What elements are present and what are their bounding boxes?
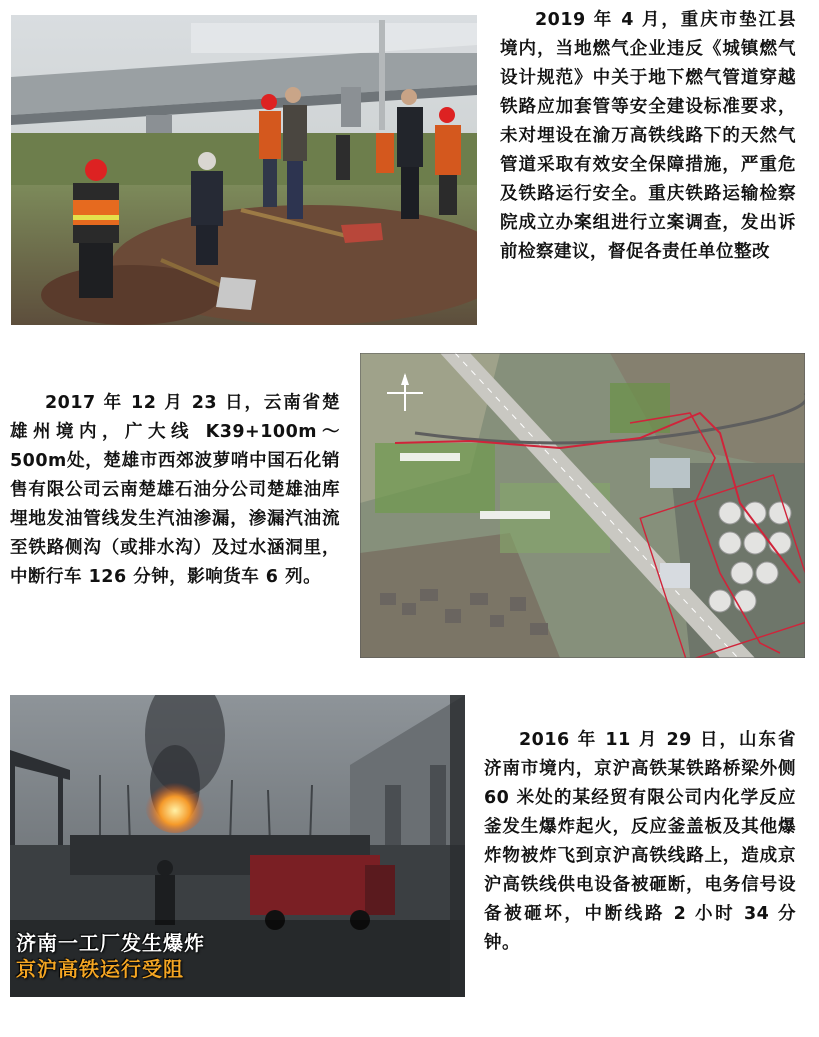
map-oil-depot-leak (360, 353, 805, 658)
video-caption-line2: 京沪高铁运行受阻 (16, 957, 184, 981)
photo-factory-explosion (10, 695, 465, 997)
photo-pipeline-inspection (11, 15, 477, 325)
incident-paragraph-chongqing: 2019 年 4 月，重庆市垫江县境内，当地燃气企业违反《城镇燃气设计规范》中关于地下燃气管道穿越铁路应加套管等安全建设标准要求，未对埋设在渝万高铁线路下的天然气管道采取有效安全保障措施，严重危及铁路运行安全。重庆铁路运输检察院成立办案组进行立案调查，发出诉前检察建议，督促各责任单位整改 (500, 10, 796, 262)
incident-paragraph-yunnan: 2017 年 12 月 23 日，云南省楚雄州境内，广大线 K39+100m～500m处，楚雄市西郊波萝哨中国石化销售有限公司云南楚雄石油分公司楚雄油库埋地发油管线发生汽油渗漏，渗漏汽油流至铁路侧沟（或排水沟）及过水涵洞里，中断行车 126 分钟，影响货车 6 列。 (10, 393, 340, 587)
video-caption-line1: 济南一工厂发生爆炸 (16, 931, 205, 955)
incident-paragraph-jinan: 2016 年 11 月 29 日，山东省济南市境内，京沪高铁某铁路桥梁外侧 60 米处的某经贸有限公司内化学反应釜发生爆炸起火，反应釜盖板及其他爆炸物被炸飞到京沪高铁线路上，造成京沪高铁线供电设备被砸断，电务信号设备被砸坏，中断线路 2 小时 34 分钟。 (484, 730, 796, 953)
